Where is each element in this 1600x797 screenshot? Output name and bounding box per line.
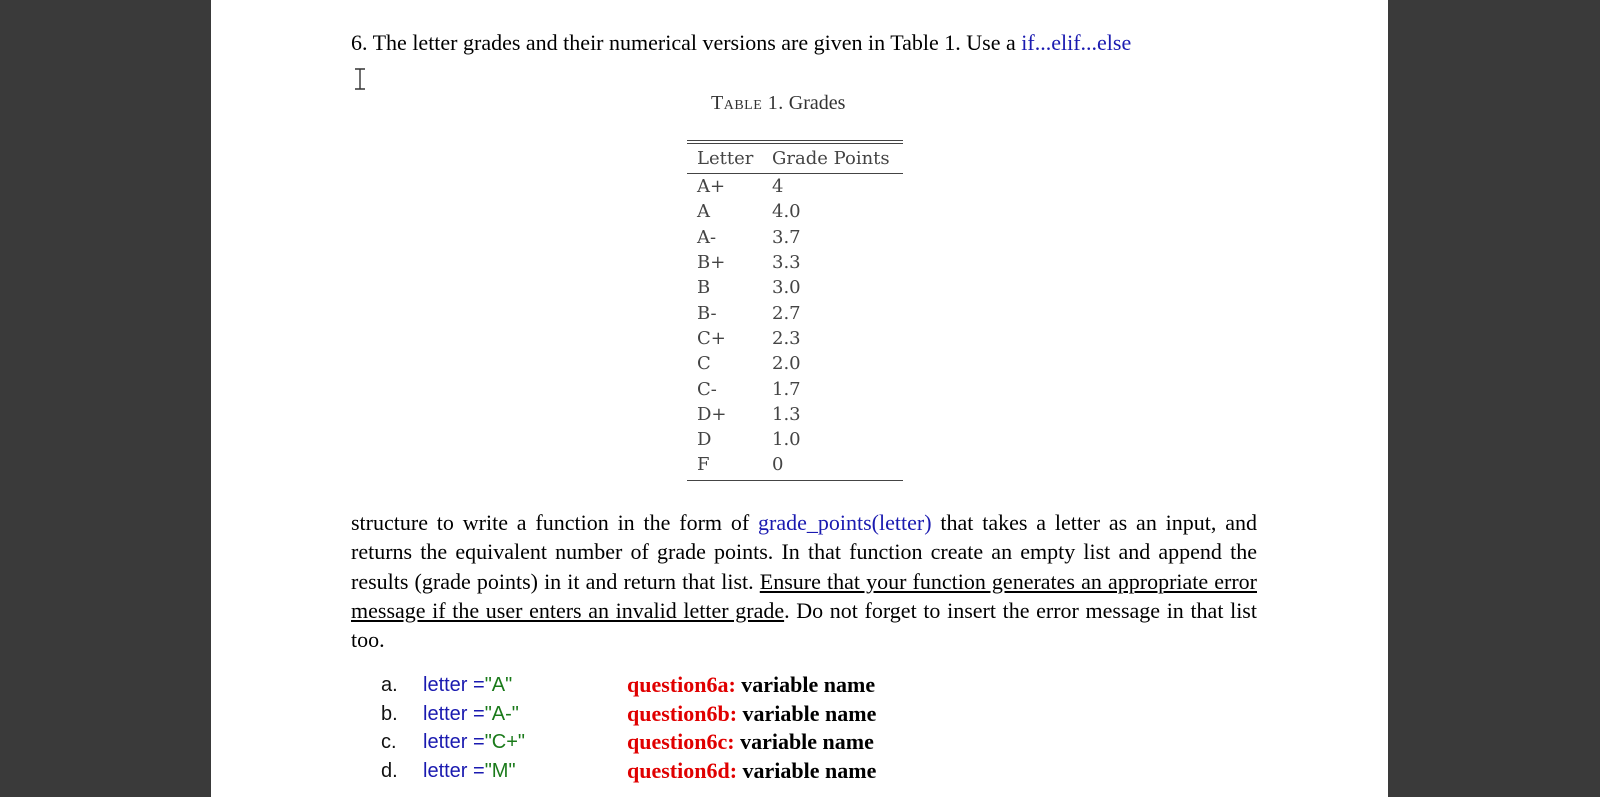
table-row xyxy=(687,427,903,452)
cell-letter: C xyxy=(697,353,711,375)
table-row xyxy=(687,250,903,275)
code-string: "A-" xyxy=(484,702,519,725)
table-row xyxy=(687,351,903,376)
grades-table xyxy=(687,140,903,481)
cell-points: 3.3 xyxy=(772,252,801,274)
table-caption xyxy=(711,92,845,115)
cell-letter: D+ xyxy=(697,403,727,425)
cell-points: 2.3 xyxy=(772,327,801,349)
question-intro: The letter grades and their numerical versions are given in Table 1. Use a xyxy=(372,30,1016,55)
underlined-requirement: Ensure that your function generates an appropriate error message if the user enters an invalid letter grade xyxy=(351,568,1257,623)
item-marker: a. xyxy=(381,674,398,696)
answer-text: variable name xyxy=(740,729,874,754)
question-number: 6. xyxy=(351,30,368,55)
answer-text: variable name xyxy=(742,700,877,726)
item-code xyxy=(423,703,519,726)
answer-text: variable name xyxy=(742,757,877,783)
code-prefix: letter = xyxy=(423,674,485,696)
header-letter: Letter xyxy=(697,148,754,169)
table-header-row xyxy=(687,144,903,174)
code-string: "C+" xyxy=(484,731,526,753)
question-line xyxy=(351,30,1131,56)
answer-text: variable name xyxy=(741,672,876,697)
cell-letter: A xyxy=(697,201,710,223)
code-prefix: letter = xyxy=(423,731,485,753)
cell-points: 4.0 xyxy=(772,201,801,223)
paragraph-part-2: that takes a letter as an input, and returns the equivalent number of grade points. In that function create an empty list and append the results (grade points) in it and return that list. xyxy=(351,510,1257,594)
table-caption-label: Table 1. xyxy=(711,92,784,114)
cell-letter: F xyxy=(697,454,710,476)
code-string: "A" xyxy=(484,674,513,696)
item-answer xyxy=(627,729,874,755)
header-grade-points: Grade Points xyxy=(772,148,890,169)
cell-letter: D xyxy=(697,429,712,451)
table-row xyxy=(687,300,903,325)
answer-label: question6d: xyxy=(627,757,738,783)
answer-label: question6a: xyxy=(627,672,736,697)
answer-label: question6c: xyxy=(627,729,735,754)
cell-points: 3.0 xyxy=(772,277,801,299)
item-code xyxy=(423,674,512,697)
cell-points: 1.7 xyxy=(772,378,801,400)
item-marker: c. xyxy=(381,731,397,753)
item-marker: b. xyxy=(381,702,398,725)
cell-points: 4 xyxy=(772,176,784,198)
cell-letter: C- xyxy=(697,378,717,400)
table-row xyxy=(687,326,903,351)
question-keyword: if...elif...else xyxy=(1021,30,1132,55)
table-row xyxy=(687,376,903,401)
paragraph-part-3: . Do not forget to insert the error message in that list too. xyxy=(351,597,1257,653)
table-bottom-rule xyxy=(687,480,903,481)
cell-points: 1.0 xyxy=(772,429,801,451)
table-row xyxy=(687,275,903,300)
cell-points: 1.3 xyxy=(772,403,801,425)
cell-letter: A- xyxy=(697,226,717,248)
table-row xyxy=(687,225,903,250)
answer-label: question6b: xyxy=(627,700,738,726)
item-code xyxy=(423,760,516,783)
text-cursor-icon xyxy=(353,68,367,90)
cell-points: 0 xyxy=(772,454,784,476)
document-page xyxy=(211,0,1388,797)
subquestion-list xyxy=(381,672,1081,786)
cell-letter: B- xyxy=(697,302,717,324)
list-item xyxy=(381,758,1081,787)
table-row xyxy=(687,452,903,477)
code-prefix: letter = xyxy=(423,702,485,725)
list-item xyxy=(381,701,1081,730)
list-item xyxy=(381,729,1081,758)
instructions-paragraph xyxy=(351,508,1257,654)
table-row xyxy=(687,174,903,199)
cell-letter: B xyxy=(697,277,711,299)
table-caption-title: Grades xyxy=(788,92,846,114)
item-answer xyxy=(627,701,876,727)
code-prefix: letter = xyxy=(423,759,485,782)
item-answer xyxy=(627,672,875,698)
function-signature: grade_points(letter) xyxy=(758,510,932,535)
item-marker: d. xyxy=(381,759,398,782)
cell-points: 3.7 xyxy=(772,226,801,248)
item-code xyxy=(423,731,525,754)
table-row xyxy=(687,402,903,427)
cell-letter: B+ xyxy=(697,252,726,274)
cell-points: 2.7 xyxy=(772,302,801,324)
table-row xyxy=(687,199,903,224)
cell-letter: C+ xyxy=(697,327,726,349)
list-item xyxy=(381,672,1081,701)
cell-letter: A+ xyxy=(697,176,726,198)
paragraph-part-1: structure to write a function in the form of xyxy=(351,510,750,535)
cell-points: 2.0 xyxy=(772,353,801,375)
item-answer xyxy=(627,758,876,784)
code-string: "M" xyxy=(484,759,516,782)
